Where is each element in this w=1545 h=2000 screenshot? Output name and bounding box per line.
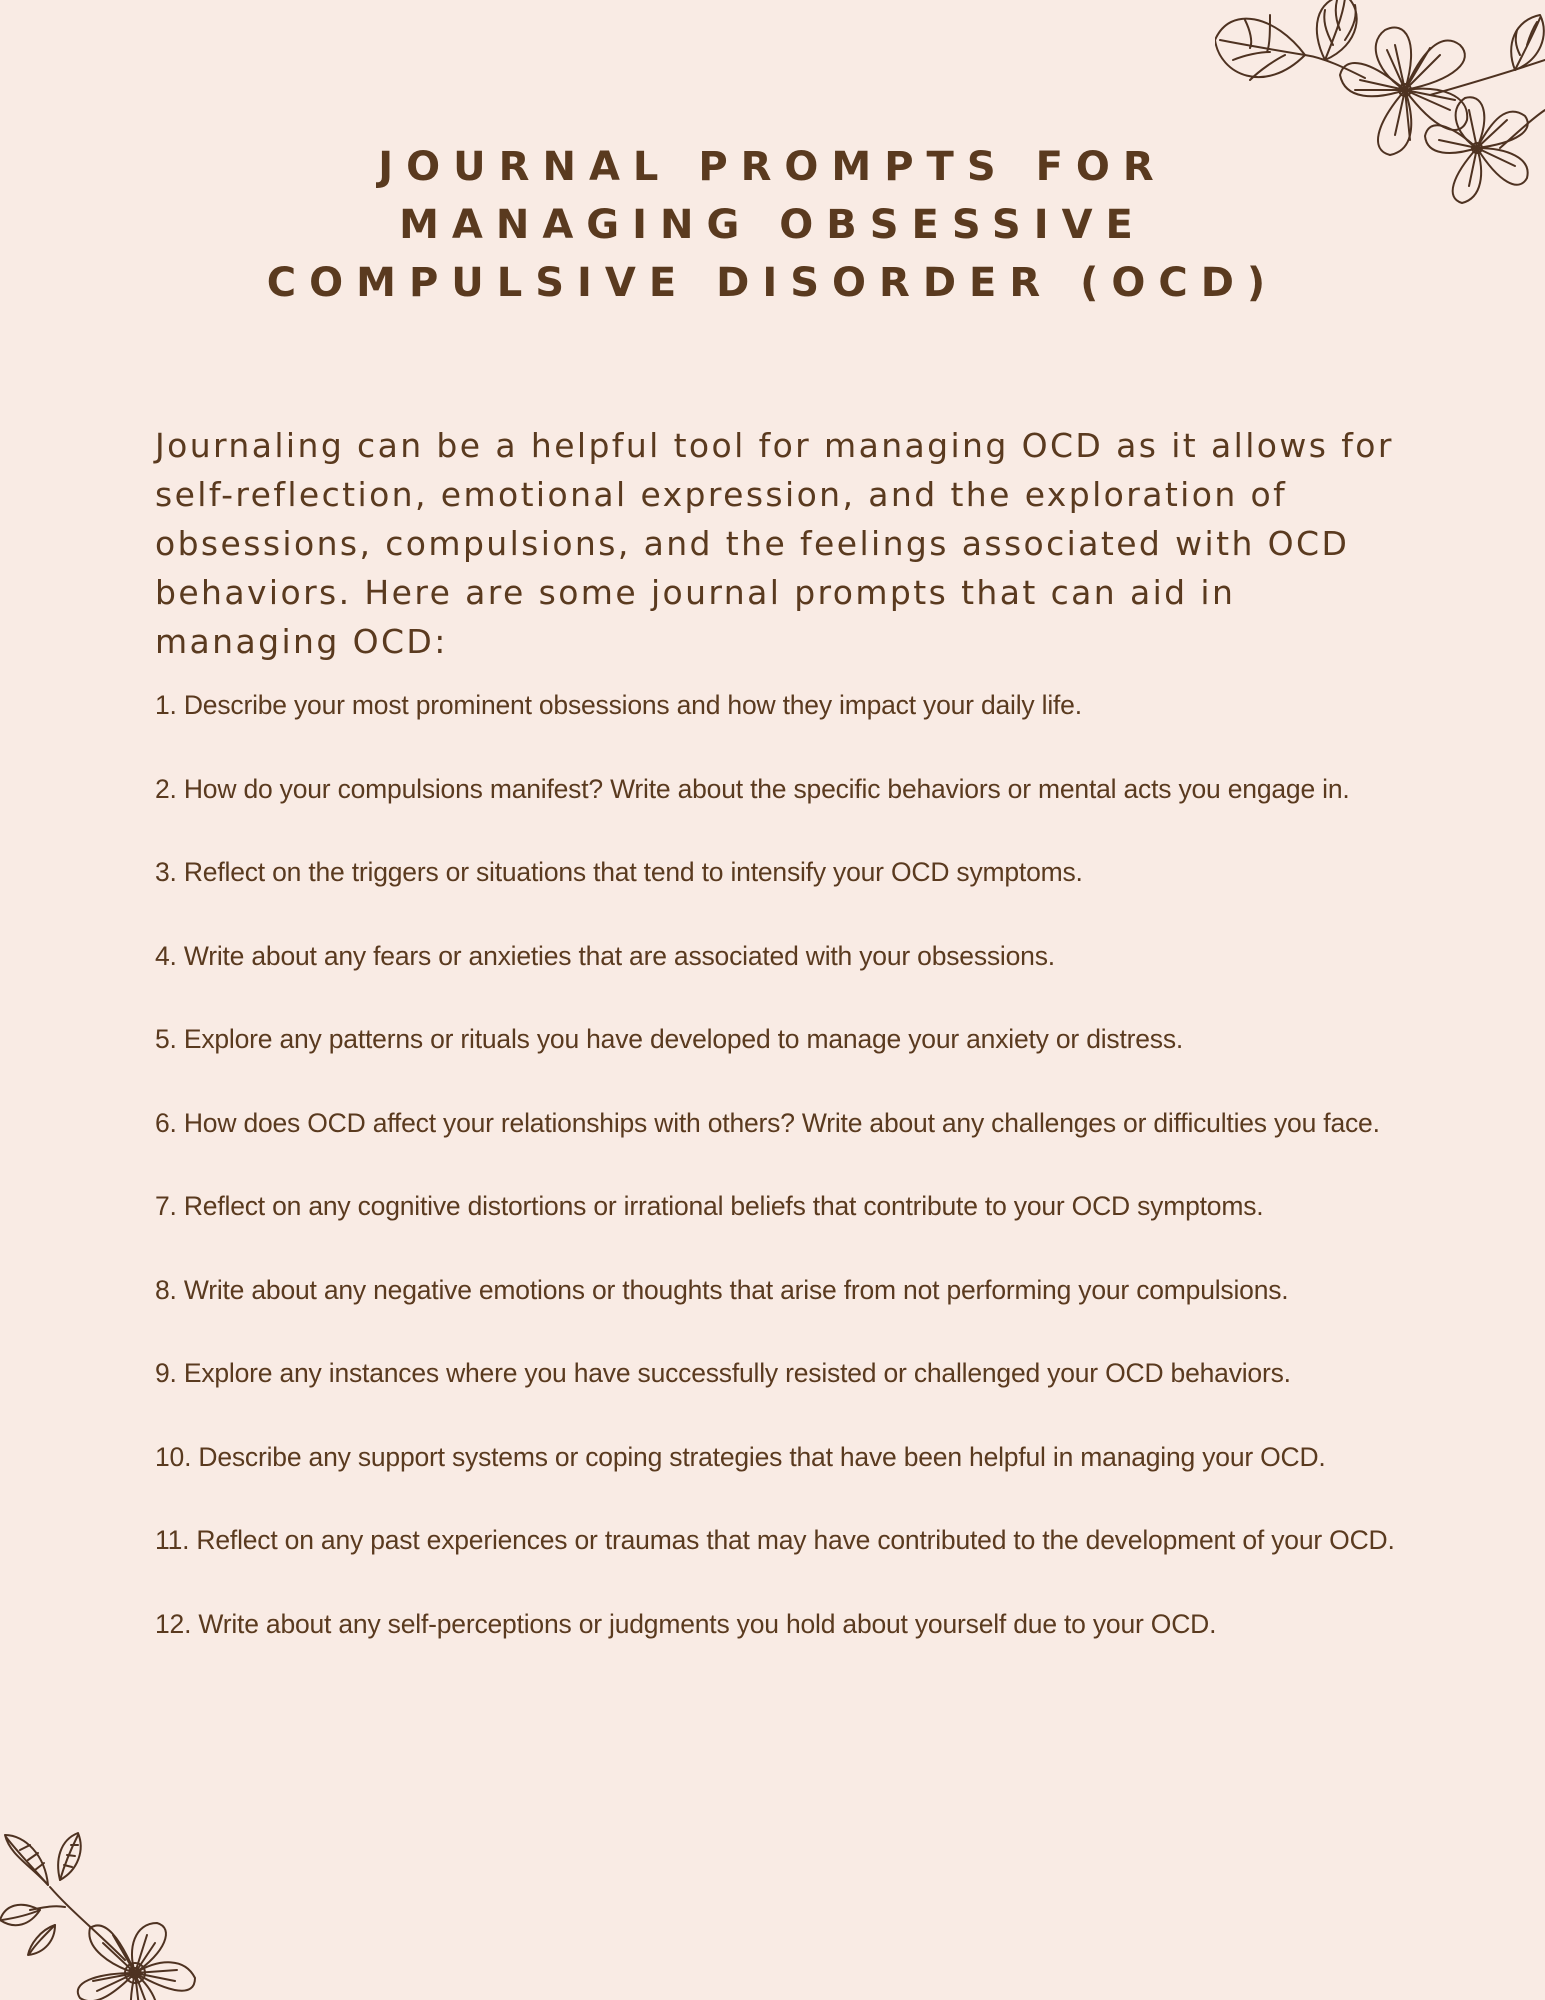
prompt-item: 10. Describe any support systems or coping strategies that have been helpful in managing your OCD. — [155, 1441, 1326, 1472]
intro-paragraph: Journaling can be a helpful tool for managing OCD as it allows for self-reflection, emotional expression, and the exploration of obsessions, compulsions, and the feelings associated with OCD behaviors. Here are some journal prompts that can aid in managing OCD: — [155, 426, 1394, 661]
title-line: JOURNAL PROMPTS FOR — [378, 144, 1167, 190]
prompt-item: 2. How do your compulsions manifest? Write about the specific behaviors or mental acts you engage in. — [155, 773, 1350, 804]
floral-corner-bottom-icon — [0, 1825, 205, 2000]
prompt-item: 5. Explore any patterns or rituals you have developed to manage your anxiety or distress. — [155, 1024, 1184, 1054]
prompt-item: 3. Reflect on the triggers or situations that tend to intensify your OCD symptoms. — [155, 857, 1083, 887]
prompt-list — [155, 685, 1395, 1687]
prompt-item: 7. Reflect on any cognitive distortions or irrational beliefs that contribute to your OCD symptoms. — [155, 1191, 1264, 1221]
prompt-item: 11. Reflect on any past experiences or traumas that may have contributed to the development of your OCD. — [155, 1525, 1395, 1555]
prompt-item: 9. Explore any instances where you have successfully resisted or challenged your OCD behaviors. — [155, 1358, 1291, 1388]
prompt-item: 4. Write about any fears or anxieties that are associated with your obsessions. — [155, 940, 1055, 971]
title-line: COMPULSIVE DISORDER (OCD) — [266, 260, 1279, 306]
prompt-item: 12. Write about any self-perceptions or judgments you hold about yourself due to your OCD. — [155, 1608, 1217, 1639]
prompt-item: 6. How does OCD affect your relationships with others? Write about any challenges or difficulties you face. — [155, 1107, 1380, 1138]
title-line: MANAGING OBSESSIVE — [399, 202, 1146, 248]
prompt-item: 8. Write about any negative emotions or thoughts that arise from not performing your compulsions. — [155, 1274, 1289, 1305]
prompt-item: 1. Describe your most prominent obsessions and how they impact your daily life. — [155, 690, 1082, 720]
page-title — [240, 138, 1305, 312]
